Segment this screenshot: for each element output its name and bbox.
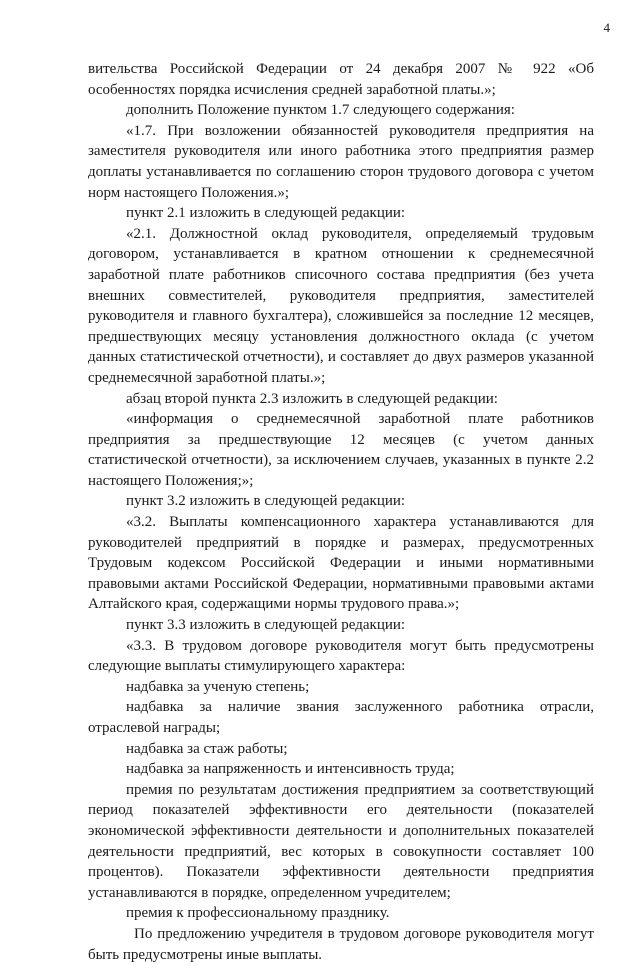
paragraph: дополнить Положение пунктом 1.7 следующего содержания: <box>126 102 515 119</box>
paragraph: «3.3. В трудовом договоре руководителя могут быть предусмотрены следующие выплаты стимулирующего характера: <box>88 637 594 675</box>
document-body <box>88 59 594 965</box>
paragraph: «3.2. Выплаты компенсационного характера устанавливаются для руководителей предприятий в порядке и размерах, предусмотренных Трудовым кодексом Российской Федерации и иными нормативными правовыми актами Российской Федерации, нормативными правовыми актами Алтайского края, содержащими нормы трудового права.»; <box>88 514 594 613</box>
paragraph: «1.7. При возложении обязанностей руководителя предприятия на заместителя руководителя или иного работника этого предприятия размер доплаты устанавливается по соглашению сторон трудового договора с учетом норм настоящего Положения.»; <box>88 122 594 201</box>
paragraph: «2.1. Должностной оклад руководителя, определяемый трудовым договором, устанавливается в кратном отношении к среднемесячной заработной плате работников списочного состава предприятия (без учета внешних совместителей, руководителя предприятия, заместителей руководителя и главного бухгалтера), сложившейся за последние 12 месяцев, предшествующих месяцу установления должностного оклада (с учетом данных статистической отчетности), и составляет до двух размеров указанной среднемесячной заработной платы.»; <box>88 225 594 386</box>
paragraph: пункт 3.3 изложить в следующей редакции: <box>126 617 406 634</box>
paragraph: абзац второй пункта 2.3 изложить в следующей редакции: <box>126 390 498 407</box>
paragraph: вительства Российской Федерации от 24 декабря 2007 № 922 «Об особенностях порядка исчисления средней заработной платы.»; <box>88 61 594 98</box>
paragraph: надбавка за стаж работы; <box>126 740 288 757</box>
paragraph: «информация о среднемесячной заработной плате работников предприятия за предшествующие 12 месяцев (с учетом данных статистической отчетности), за исключением случаев, указанных в пункте 2.2 настоящего Положения;»; <box>88 411 594 489</box>
paragraph: По предложению учредителя в трудовом договоре руководителя могут быть предусмотрены иные выплаты. <box>88 925 594 963</box>
paragraph: пункт 3.2 изложить в следующей редакции: <box>126 493 406 510</box>
paragraph: премия по результатам достижения предприятием за соответствующий период показателей эффективности его деятельности (показателей экономической эффективности деятельности и дополнительных показателей деятельности предприятий, вес которых в совокупности составляет 100 процентов). Показатели эффективности деятельности предприятия устанавливаются в порядке, определенном учредителем; <box>88 781 594 901</box>
paragraph: надбавка за наличие звания заслуженного работника отрасли, отраслевой награды; <box>88 699 594 736</box>
paragraph: пункт 2.1 изложить в следующей редакции: <box>126 205 406 222</box>
page-number: 4 <box>603 20 610 35</box>
paragraph: надбавка за ученую степень; <box>126 678 310 695</box>
paragraph: надбавка за напряженность и интенсивность труда; <box>126 761 455 778</box>
paragraph: премия к профессиональному празднику. <box>126 905 390 922</box>
